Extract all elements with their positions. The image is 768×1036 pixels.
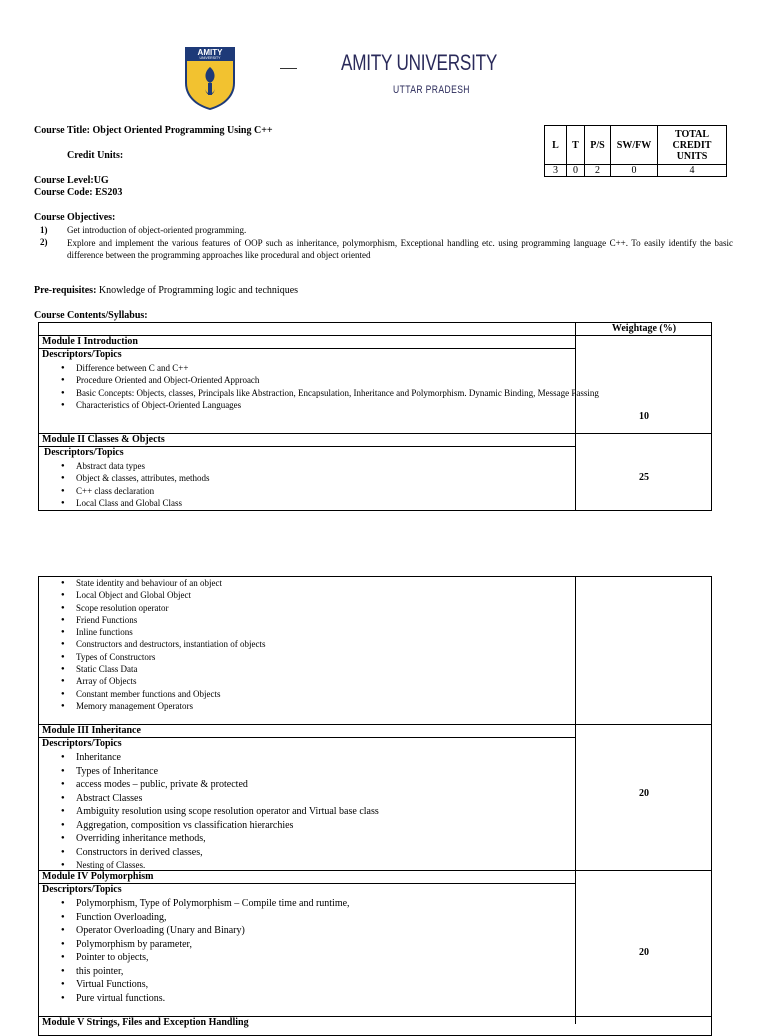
list-item: ● Polymorphism by parameter,: [76, 938, 610, 952]
course-title-label: Course Title:: [34, 125, 91, 136]
credit-header: L: [545, 126, 567, 165]
module-weight: 10: [639, 411, 649, 422]
list-item: ● Types of Constructors: [76, 651, 610, 663]
descriptors-label: Descriptors/Topics: [42, 884, 122, 895]
credit-value: 3: [545, 165, 567, 177]
objectives-heading: Course Objectives:: [34, 212, 116, 223]
header-dash: [280, 68, 297, 69]
credit-units-label: Credit Units:: [67, 150, 124, 161]
list-item: ● Constant member functions and Objects: [76, 688, 610, 700]
objective-text: Get introduction of object-oriented programming.: [67, 225, 247, 235]
credit-value: 4: [658, 165, 727, 177]
module-title: Module V Strings, Files and Exception Handling: [42, 1017, 249, 1028]
list-item: ● this pointer,: [76, 965, 610, 979]
credit-header: T: [567, 126, 585, 165]
list-item: ● Pure virtual functions.: [76, 992, 610, 1006]
logo-subtext: UNIVERSITY: [199, 56, 221, 60]
list-item: ● Function Overloading,: [76, 911, 610, 925]
list-item: ● Inline functions: [76, 626, 610, 638]
logo-text: AMITY: [197, 48, 223, 57]
module-title: Module IV Polymorphism: [42, 871, 154, 882]
list-item: ● Constructors in derived classes,: [76, 846, 610, 860]
course-title: [34, 125, 273, 137]
module-weight: 25: [639, 472, 649, 483]
descriptors-label: Descriptors/Topics: [42, 349, 122, 360]
list-item: ● Polymorphism, Type of Polymorphism – Compile time and runtime,: [76, 897, 610, 911]
module-topics: [40, 460, 610, 509]
course-level: Course Level:UG: [34, 175, 109, 186]
module-topics: [40, 751, 610, 873]
list-item: ● Memory management Operators: [76, 700, 610, 712]
list-item: ● Static Class Data: [76, 663, 610, 675]
module-weight: 20: [639, 947, 649, 958]
list-item: ● State identity and behaviour of an object: [76, 577, 610, 589]
credit-value: 0: [567, 165, 585, 177]
list-item: ● Difference between C and C++: [76, 362, 610, 374]
university-state: UTTAR PRADESH: [393, 84, 470, 96]
credit-header: TOTAL CREDIT UNITS: [658, 126, 727, 165]
course-code: Course Code: ES203: [34, 187, 123, 198]
module-weight: 20: [639, 788, 649, 799]
prerequisites: [34, 285, 298, 297]
list-item: ● Object & classes, attributes, methods: [76, 472, 610, 484]
module-topics: [40, 897, 610, 1005]
list-item: ● Inheritance: [76, 751, 610, 765]
list-item: ● Friend Functions: [76, 614, 610, 626]
list-item: ● Abstract data types: [76, 460, 610, 472]
prerequisites-text: Knowledge of Programming logic and techniques: [98, 285, 299, 296]
credit-header: SW/FW: [611, 126, 658, 165]
credit-header: P/S: [585, 126, 611, 165]
university-name: AMITY UNIVERSITY: [341, 50, 498, 75]
credit-table: [544, 125, 727, 177]
list-item: ● Characteristics of Object-Oriented Languages: [76, 399, 610, 411]
credit-value: 2: [585, 165, 611, 177]
row-divider: [38, 335, 712, 336]
module-title: Module II Classes & Objects: [42, 434, 165, 445]
list-item: ● Array of Objects: [76, 675, 610, 687]
objective-number: 2): [40, 237, 48, 247]
objective-number: 1): [40, 225, 48, 235]
list-item: ● Types of Inheritance: [76, 765, 610, 779]
list-item: ● Scope resolution operator: [76, 602, 610, 614]
contents-heading: Course Contents/Syllabus:: [34, 310, 148, 321]
list-item: ● Pointer to objects,: [76, 951, 610, 965]
list-item: ● Abstract Classes: [76, 792, 610, 806]
module-topics: [40, 362, 610, 411]
descriptors-label: Descriptors/Topics: [42, 738, 122, 749]
module-topics: [40, 577, 610, 712]
descriptors-label: Descriptors/Topics: [44, 447, 124, 458]
objective-text: Explore and implement the various features of OOP such as inheritance, polymorphism, Exceptional handling etc. using programming language C++. To easily identify the basic difference between the programming approaches like procedural and object oriented: [67, 238, 733, 260]
prerequisites-label: Pre-requisites:: [34, 285, 97, 296]
course-title-value: Object Oriented Programming Using C++: [92, 125, 273, 136]
amity-logo: [183, 45, 237, 111]
list-item: ● Basic Concepts: Objects, classes, Principals like Abstraction, Encapsulation, Inheritance and Polymorphism. Dynamic Binding, Message Passing: [76, 387, 610, 399]
list-item: ● Local Object and Global Object: [76, 589, 610, 601]
list-item: ● Local Class and Global Class: [76, 497, 610, 509]
weightage-header: Weightage (%): [611, 323, 677, 334]
list-item: ● Operator Overloading (Unary and Binary): [76, 924, 610, 938]
list-item: ● Constructors and destructors, instantiation of objects: [76, 638, 610, 650]
list-item: ● Ambiguity resolution using scope resolution operator and Virtual base class: [76, 805, 610, 819]
list-item: ● Virtual Functions,: [76, 978, 610, 992]
module-title: Module I Introduction: [42, 336, 138, 347]
list-item: ● Procedure Oriented and Object-Oriented Approach: [76, 374, 610, 386]
list-item: ● Nesting of Classes.: [76, 859, 610, 873]
list-item: ● C++ class declaration: [76, 485, 610, 497]
list-item: ● access modes – public, private & protected: [76, 778, 610, 792]
list-item: ● Aggregation, composition vs classification hierarchies: [76, 819, 610, 833]
credit-value: 0: [611, 165, 658, 177]
module-title: Module III Inheritance: [42, 725, 141, 736]
list-item: ● Overriding inheritance methods,: [76, 832, 610, 846]
